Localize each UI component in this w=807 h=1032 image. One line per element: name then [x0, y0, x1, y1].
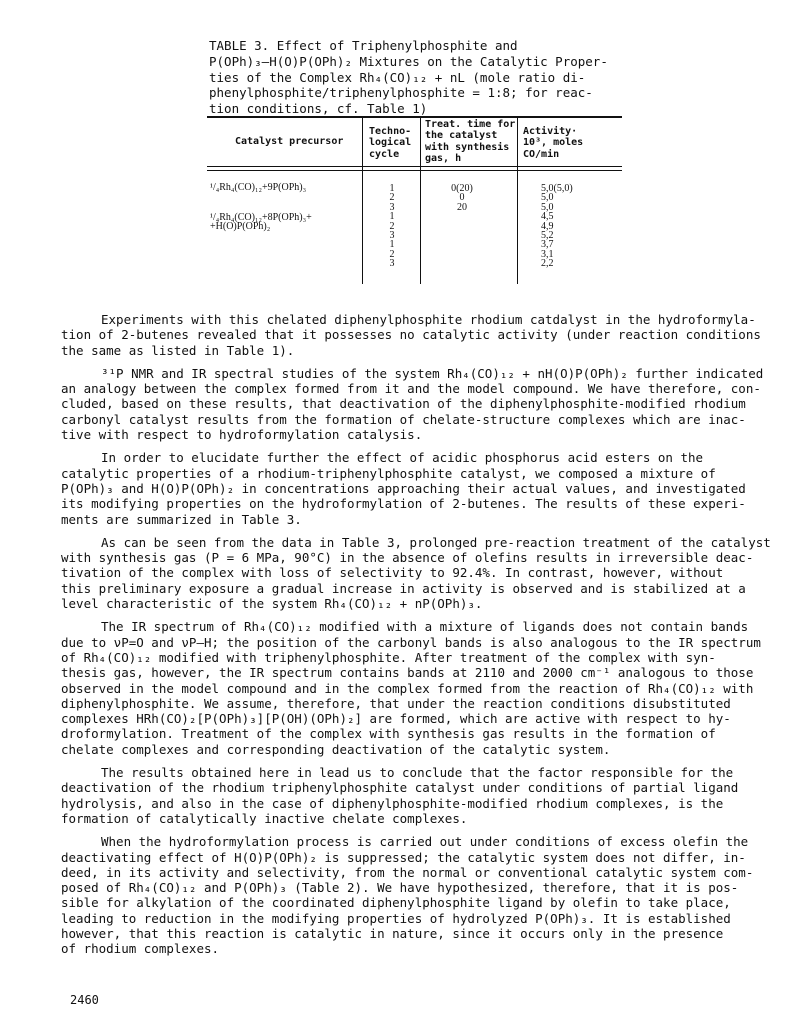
- activity-value: 4,9: [541, 220, 554, 232]
- table-column-divider: [517, 118, 518, 284]
- activity-value: 3,1: [541, 248, 554, 260]
- activity-value: 5,0(5,0): [541, 183, 573, 194]
- cycle-value: 1: [389, 239, 395, 251]
- header-cycle: Techno- logical cycle: [369, 126, 412, 160]
- table-header-rule: [207, 170, 622, 171]
- page-number: 2460: [70, 993, 99, 1007]
- table-caption: [209, 38, 609, 117]
- precursor-a: ¹/₄Rh₄(CO)₁₂+9P(OPh)₃: [210, 182, 307, 193]
- cycle-value: 1: [389, 211, 395, 223]
- cycle-value: 2: [389, 248, 395, 260]
- cycle-value: 1: [389, 183, 395, 194]
- cycle-value: 3: [389, 201, 395, 213]
- table-top-rule: [207, 116, 622, 118]
- activity-value: 5,0: [541, 192, 554, 204]
- header-catalyst-precursor: Catalyst precursor: [235, 136, 344, 147]
- cycle-value: 2: [389, 192, 395, 204]
- activity-column: [541, 184, 573, 269]
- cycle-value: 3: [389, 230, 395, 242]
- header-activity: Activity· 10³, moles CO/min: [523, 126, 584, 160]
- activity-value: 2,2: [541, 258, 554, 270]
- treat-time-value: 0: [459, 192, 465, 204]
- caption-line: TABLE 3. Effect of Triphenylphosphite and: [209, 38, 518, 53]
- table-column-divider: [420, 118, 421, 284]
- caption-line: ties of the Complex Rh₄(CO)₁₂ + nL (mole ratio di-: [209, 69, 586, 85]
- caption-line: tion conditions, cf. Table 1): [209, 101, 428, 117]
- cycle-value: 3: [389, 258, 395, 270]
- treat-time-value: 20: [457, 201, 467, 213]
- activity-value: 4,5: [541, 211, 554, 223]
- activity-value: 5,0: [541, 201, 554, 213]
- cycle-value: 2: [389, 220, 395, 232]
- activity-value: 5,2: [541, 230, 554, 242]
- treat-time-column: [432, 184, 492, 212]
- activity-value: 3,7: [541, 239, 554, 251]
- data-table: [207, 116, 622, 284]
- precursor-b: ¹/₄Rh₄(CO)₁₂+8P(OPh)₃+ +H(O)P(OPh)₂: [210, 212, 312, 233]
- treat-time-value: 0(20): [451, 183, 473, 194]
- body-text: Experiments with this chelated diphenylphosphite rhodium catdalyst in the hydroformyla- tion of 2-butenes revealed that it possesses no catalytic activity (under reaction conditions the same as listed in Table 1). ³¹P NMR and IR spectral studies of the system Rh₄(CO)₁₂ + nH(O)P(OPh)₂ further indicated an analogy between the complex formed from it and the model compound. We have therefore, con- cluded, based on these results, that deactivation of the diphenylphosphite-modified rhodium carbonyl catalyst results from the formation of chelate-structure complexes which are inac- tive with respect to hydroformylation catalysis. In order to elucidate further the effect of acidic phosphorus acid esters on the catalytic properties of a rhodium-triphenylphosphite catalyst, we composed a mixture of P(OPh)₃ and H(O)P(OPh)₂ in concentrations approaching their actual values, and investigated its modifying properties on the hydroformylation of 2-butenes. The results of these experi- ments are summarized in Table 3. As can be seen from the data in Table 3, prolonged pre-reaction treatment of the catalyst with synthesis gas (P = 6 MPa, 90°C) in the absence of olefins results in irreversible deac- tivation of the complex with loss of selectivity to 92.4%. In contrast, however, without this preliminary exposure a gradual increase in activity is observed and is stabilized at a level characteristic of the system Rh₄(CO)₁₂ + nP(OPh)₃. The IR spectrum of Rh₄(CO)₁₂ modified with a mixture of ligands does not contain bands due to νP=O and νP–H; the position of the carbonyl bands is also analogous to the IR spectrum of Rh₄(CO)₁₂ modified with triphenylphosphite. After treatment of the complex with syn- thesis gas, however, the IR spectrum contains bands at 2110 and 2000 cm⁻¹ analogous to those observed in the model compound and in the complex formed from the reaction of Rh₄(CO)₁₂ with diphenylphosphite. We assume, therefore, that under the reaction conditions disubstituted complexes HRh(CO)₂[P(OPh)₃][P(OH)(OPh)₂] are formed, which are active with respect to hy- droformylation. Treatment of the complex with synthesis gas results in the formation of chelate complexes and corresponding deactivation of the catalytic system. The results obtained here in lead us to conclude that the factor responsible for the deactivation of the rhodium triphenylphosphite catalyst under conditions of partial ligand hydrolysis, and also in the case of diphenylphosphite-modified rhodium complexes, is the formation of catalytically inactive chelate complexes. When the hydroformylation process is carried out under conditions of excess olefin the deactivating effect of H(O)P(OPh)₂ is suppressed; the catalytic system does not differ, in- deed, in its activity and selectivity, from the normal or conventional catalytic system com- posed of Rh₄(CO)₁₂ and P(OPh)₃ (Table 2). We have hypothesized, therefore, that it is pos- sible for alkylation of the coordinated diphenylphosphite ligand by olefin to take place, leading to reduction in the modifying properties of hydrolyzed P(OPh)₃. It is established however, that this reaction is catalytic in nature, since it occurs only in the presence of rhodium complexes.: [61, 312, 771, 957]
- cycle-column: [372, 184, 412, 269]
- table-header-rule: [207, 166, 622, 167]
- caption-line: phenylphosphite/triphenylphosphite = 1:8; for reac-: [209, 85, 593, 101]
- table-column-divider: [362, 118, 363, 284]
- header-treat-time: Treat. time for the catalyst with synthesis gas, h: [425, 119, 516, 164]
- caption-line: P(OPh)₃–H(O)P(OPh)₂ Mixtures on the Catalytic Proper-: [209, 53, 608, 69]
